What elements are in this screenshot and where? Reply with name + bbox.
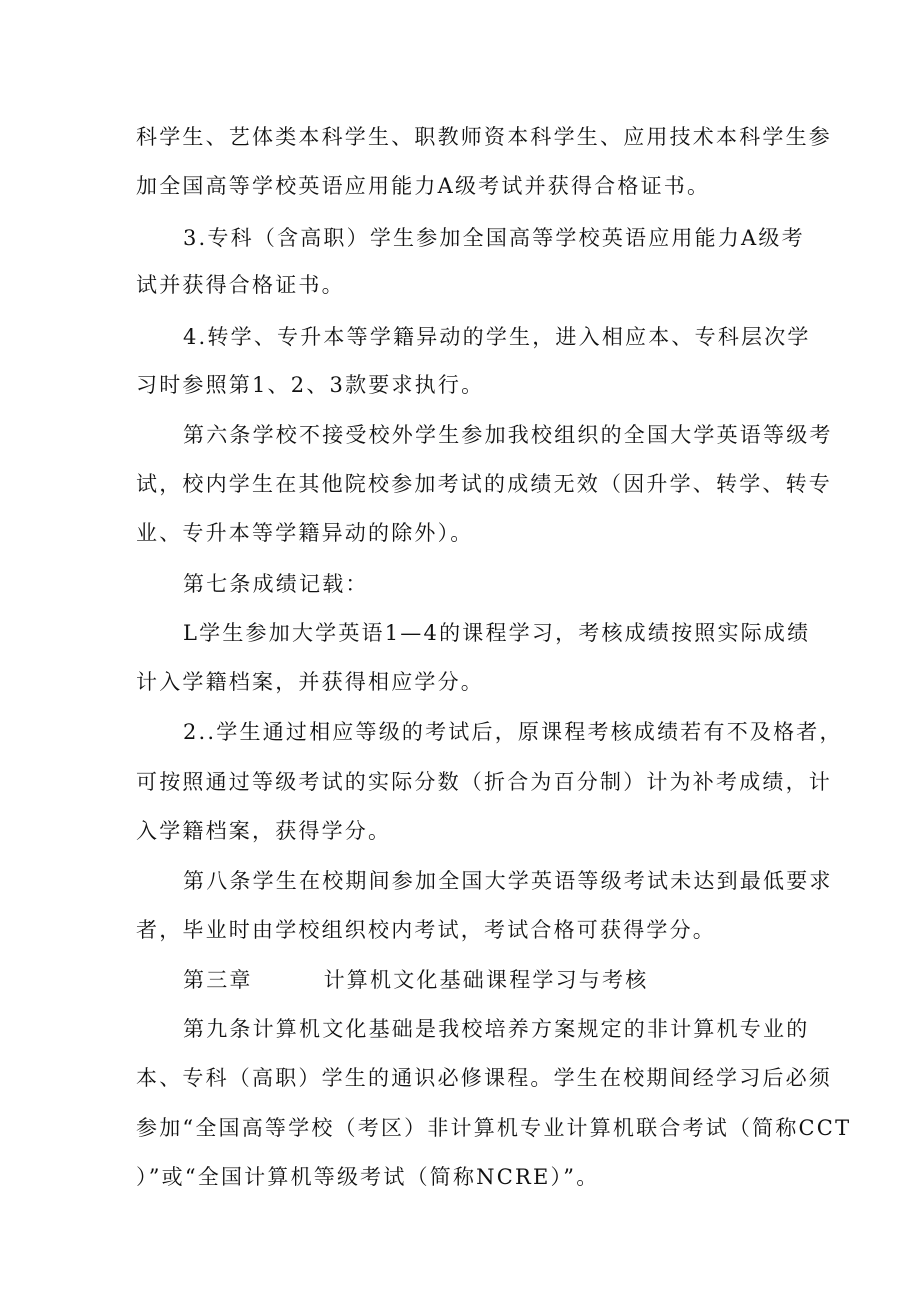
text-line: 4.转学、专升本等学籍异动的学生，进入相应本、专科层次学 <box>183 325 811 349</box>
text-line: 本、专科（高职）学生的通识必修课程。学生在校期间经学习后必须 <box>136 1066 832 1090</box>
text-line: 可按照通过等级考试的实际分数（折合为百分制）计为补考成绩，计 <box>136 770 832 794</box>
text-line: 计入学籍档案，并获得相应学分。 <box>136 670 484 694</box>
text-line: 试，校内学生在其他院校参加考试的成绩无效（因升学、转学、转专 <box>136 472 832 496</box>
text-line: 科学生、艺体类本科学生、职教师资本科学生、应用技术本科学生参 <box>136 125 832 149</box>
text-line: 业、专升本等学籍异动的除外）。 <box>136 521 474 545</box>
text-line: 2..学生通过相应等级的考试后，原课程考核成绩若有不及格者， <box>183 720 843 744</box>
text-line: 习时参照第1、2、3款要求执行。 <box>136 373 485 397</box>
text-line: L学生参加大学英语1—4的课程学习，考核成绩按照实际成绩 <box>183 621 811 645</box>
text-line: 3.专科（含高职）学生参加全国高等学校英语应用能力A级考 <box>183 226 805 250</box>
text-line: 参加“全国高等学校（考区）非计算机专业计算机联合考试（简称CCT <box>136 1116 852 1140</box>
chapter-heading: 第三章 计算机文化基础课程学习与考核 <box>183 968 649 992</box>
article-heading: 第七条成绩记载： <box>183 572 369 596</box>
text-line: 第九条计算机文化基础是我校培养方案规定的非计算机专业的 <box>183 1017 810 1041</box>
text-line: 第八条学生在校期间参加全国大学英语等级考试未达到最低要求 <box>183 869 833 893</box>
text-line: 试并获得合格证书。 <box>136 273 345 297</box>
text-line: 第六条学校不接受校外学生参加我校组织的全国大学英语等级考 <box>183 423 833 447</box>
text-line: 加全国高等学校英语应用能力A级考试并获得合格证书。 <box>136 174 711 198</box>
text-line: 者，毕业时由学校组织校内考试，考试合格可获得学分。 <box>136 918 716 942</box>
text-line: ）”或“全国计算机等级考试（简称NCRE）”。 <box>136 1165 600 1189</box>
text-line: 入学籍档案，获得学分。 <box>136 819 392 843</box>
